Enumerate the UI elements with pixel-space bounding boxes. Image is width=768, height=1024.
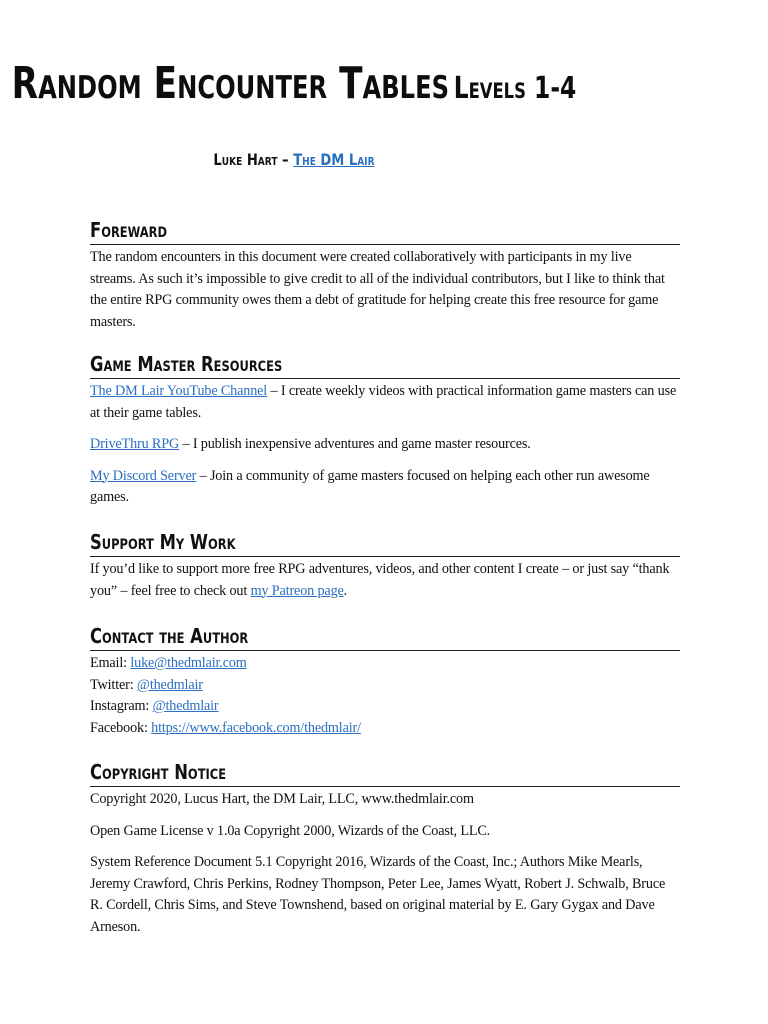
section-heading: Game Master Resources: [90, 352, 283, 376]
byline: [0, 150, 609, 169]
resource-item: [90, 381, 680, 424]
section-foreward: [90, 218, 680, 333]
section-divider: [90, 244, 680, 245]
resource-item: [90, 434, 680, 456]
contact-label: Email:: [90, 655, 131, 671]
byline-separator: –: [282, 150, 289, 169]
twitter-link[interactable]: @thedmlair: [136, 676, 203, 693]
contact-label: Twitter:: [90, 676, 137, 693]
resource-item: [90, 466, 680, 509]
patreon-link[interactable]: my Patreon page: [250, 582, 344, 599]
contact-label: Facebook:: [90, 719, 152, 736]
instagram-link[interactable]: @thedmlair: [152, 698, 219, 714]
discord-server-link[interactable]: My Discord Server: [90, 467, 197, 484]
support-text: [90, 559, 680, 602]
support-text-before: If you’d like to support more free RPG adventures, videos, and other content I create – or just say “thank you” – feel free to check out: [90, 561, 670, 599]
foreward-text: The random encounters in this document were created collaboratively with participants in my live streams. As such it’s impossible to give credit to all of the individual contributors, but I like to think that the entire RPG community owes them a debt of gratitude for helping create this free resource for game masters.: [90, 249, 665, 330]
contact-row-instagram: [90, 696, 680, 718]
section-copyright-notice: [90, 760, 680, 938]
title-main: Random Encounter Tables: [11, 58, 450, 109]
contact-row-twitter: [90, 675, 680, 697]
document-title: [0, 58, 594, 115]
facebook-link[interactable]: https://www.facebook.com/thedmlair/: [151, 719, 361, 736]
section-support-my-work: [90, 530, 680, 602]
support-text-after: .: [343, 582, 348, 599]
section-heading: Contact the Author: [90, 624, 249, 648]
section-divider: [90, 786, 680, 787]
section-game-master-resources: [90, 352, 680, 509]
section-heading: Copyright Notice: [90, 760, 227, 784]
section-divider: [90, 378, 680, 379]
contact-label: Instagram:: [90, 698, 153, 714]
resource-description: – I create weekly videos with practical information game masters can use at their game tables.: [90, 383, 677, 421]
contact-row-email: [90, 653, 680, 675]
email-link[interactable]: luke@thedmlair.com: [130, 655, 247, 671]
copyright-paragraph: Open Game License v 1.0a Copyright 2000, Wizards of the Coast, LLC.: [90, 822, 491, 839]
resource-description: – I publish inexpensive adventures and game master resources.: [179, 436, 531, 452]
section-heading: Support My Work: [90, 530, 236, 554]
resource-description: – Join a community of game masters focused on helping each other run awesome games.: [90, 467, 650, 505]
copyright-paragraph: System Reference Document 5.1 Copyright 2016, Wizards of the Coast, Inc.; Authors Mike Mearls, Jeremy Crawford, Chris Perkins, Rodney Thompson, Peter Lee, James Wyatt, Robert J. Schwalb, Bruce R. Cordell, Chris Sims, and Steve Townshend, based on original material by E. Gary Gygax and Dave Arneson.: [90, 854, 666, 935]
copyright-paragraph: Copyright 2020, Lucus Hart, the DM Lair, LLC, www.thedmlair.com: [90, 791, 474, 807]
dm-lair-link[interactable]: The DM Lair: [293, 150, 375, 169]
contact-row-facebook: [90, 718, 680, 740]
section-contact-the-author: [90, 624, 680, 739]
section-heading: Foreward: [90, 218, 168, 242]
section-divider: [90, 556, 680, 557]
author-name: Luke Hart: [213, 150, 278, 169]
section-divider: [90, 650, 680, 651]
youtube-channel-link[interactable]: The DM Lair YouTube Channel: [90, 383, 268, 399]
title-subtitle: Levels 1-4: [453, 71, 577, 106]
drivethru-rpg-link[interactable]: DriveThru RPG: [90, 436, 180, 452]
